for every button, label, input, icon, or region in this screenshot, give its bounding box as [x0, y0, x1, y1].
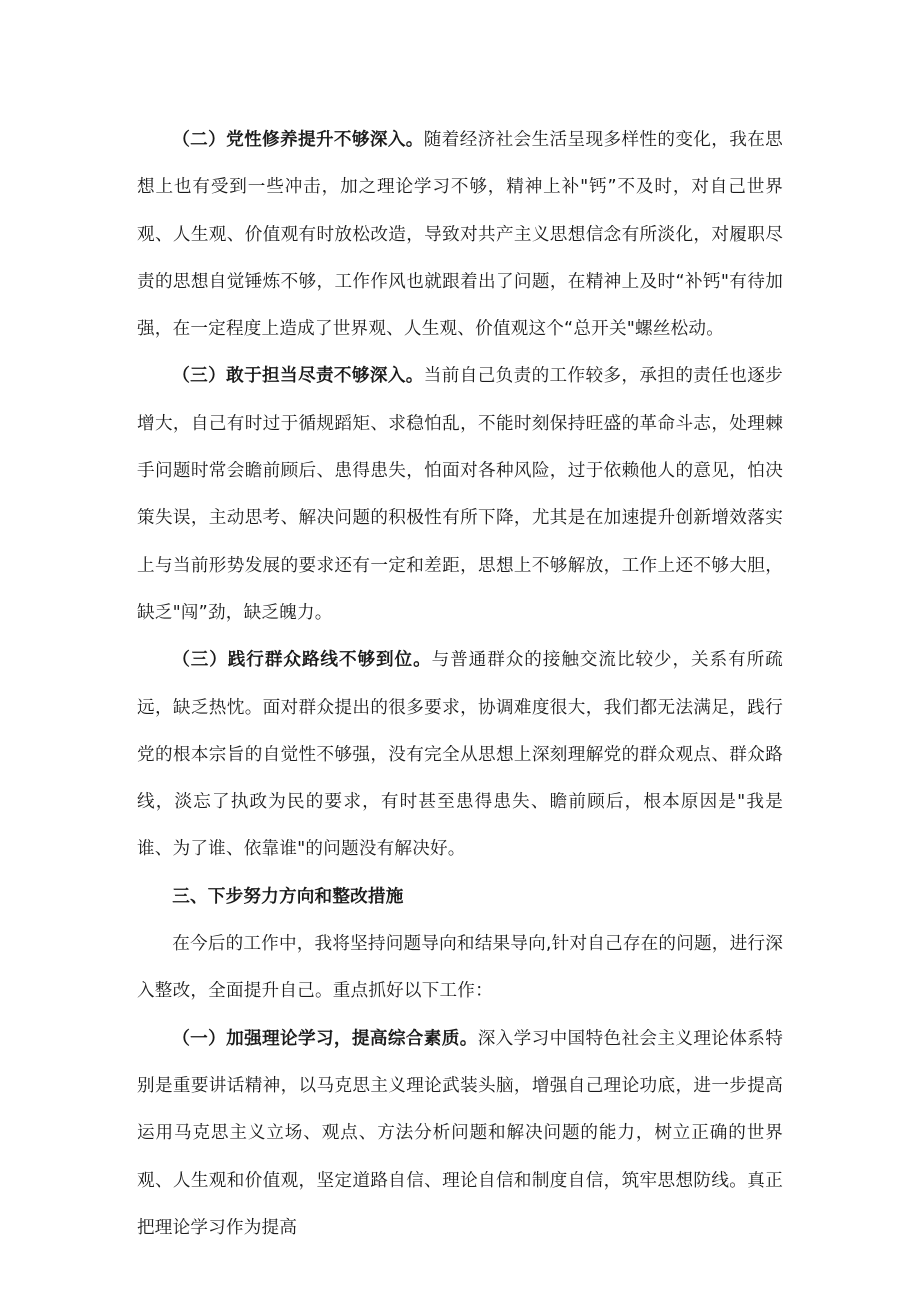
paragraph-text: 深入学习中国特色社会主义理论体系特别是重要讲话精神，以马克思主义理论武装头脑，增强自己理论功底，进一步提高运用马克思主义立场、观点、方法分析问题和解决问题的能力，树立正确的世界观、人生观和价值观，坚定道路自信、理论自信和制度自信，筑牢思想防线。真正把理论学习作为提高 [137, 1028, 784, 1238]
paragraph-heading: （二）党性修养提升不够深入。 [172, 130, 424, 150]
paragraph-heading: （三）践行群众路线不够到位。 [172, 650, 432, 671]
document-body [137, 117, 783, 1252]
paragraph-responsibility [137, 353, 783, 637]
section-title: 三、下步努力方向和整改措施 [172, 886, 404, 907]
paragraph-theory-study [137, 1016, 783, 1252]
paragraph-heading: （三）敢于担当尽责不够深入。 [172, 366, 424, 387]
paragraph-text: 随着经济社会生活呈现多样性的变化，我在思想上也有受到一些冲击，加之理论学习不够，精神上补"钙”不及时，对自己世界观、人生观、价值观有时放松改造，导致对共产主义思想信念有所淡化，对履职尽责的思想自觉锤炼不够，工作作风也就跟着出了问题，在精神上及时“补钙"有待加强，在一定程度上造成了世界观、人生观、价值观这个“总开关"螺丝松动。 [137, 130, 783, 340]
paragraph-mass-line [137, 637, 783, 873]
paragraph-text: 当前自己负责的工作较多，承担的责任也逐步增大，自己有时过于循规蹈矩、求稳怕乱，不能时刻保持旺盛的革命斗志，处理棘手问题时常会瞻前顾后、患得患失，怕面对各种风险，过于依赖他人的意见，怕决策失误，主动思考、解决问题的积极性有所下降，尤其是在加速提升创新增效落实上与当前形势发展的要求还有一定和差距，思想上不够解放，工作上还不够大胆，缺乏"闯”劲，缺乏魄力。 [137, 366, 783, 623]
paragraph-heading: （一）加强理论学习，提高综合素质。 [172, 1028, 478, 1049]
paragraph-text: 与普通群众的接触交流比较少，关系有所疏远，缺乏热忱。面对群众提出的很多要求，协调难度很大，我们都无法满足，践行党的根本宗旨的自觉性不够强，没有完全从思想上深刻理解党的群众观点、群众路线，淡忘了执政为民的要求，有时甚至患得患失、瞻前顾后，根本原因是"我是谁、为了谁、依靠谁"的问题没有解决好。 [137, 650, 783, 860]
paragraph-party-spirit [137, 117, 783, 353]
paragraph-intro: 在今后的工作中，我将坚持问题导向和结果导向,针对自己存在的问题，进行深入整改，全面提升自己。重点抓好以下工作： [137, 934, 783, 1002]
